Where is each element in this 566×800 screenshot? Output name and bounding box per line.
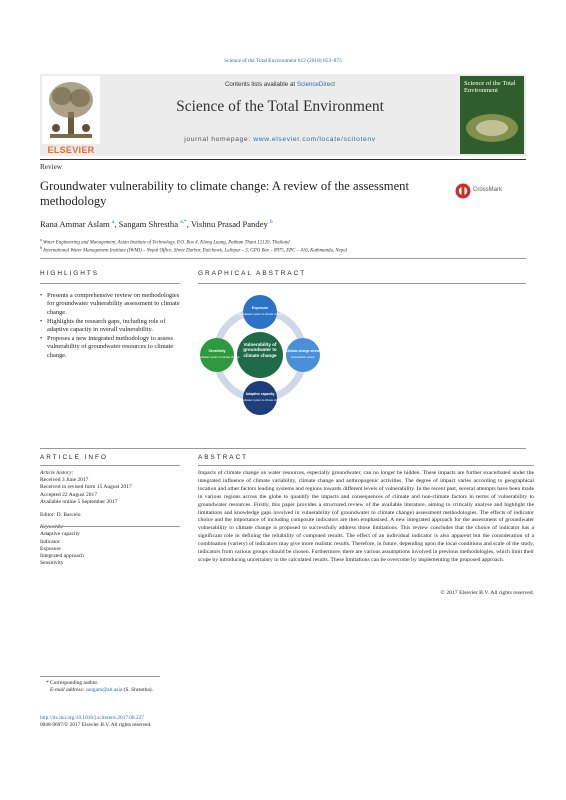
email-label: E-mail address: xyxy=(50,687,85,693)
divider xyxy=(40,258,526,259)
author-name[interactable]: Rana Ammar Aslam xyxy=(40,219,110,229)
sensitivity-text: Groundwater system to climate change xyxy=(195,356,240,359)
crossmark-badge[interactable] xyxy=(455,183,525,199)
highlights-divider xyxy=(40,283,180,284)
issn-line: 0048-9697/© 2017 Elsevier B.V. All rights reserved. xyxy=(40,722,152,728)
keyword: Integrated approach xyxy=(40,553,84,560)
abstract-copyright: © 2017 Elsevier B.V. All rights reserved. xyxy=(440,590,534,596)
history-item: Accepted 22 August 2017 xyxy=(40,491,97,498)
author-affiliation-mark[interactable]: b xyxy=(269,219,273,226)
contents-line xyxy=(100,81,460,88)
article-type: Review xyxy=(40,163,62,171)
crossmark-icon xyxy=(455,183,471,199)
highlight-item: • Proposes a new integrated methodology to assess vulnerability of groundwater resources to climate change. xyxy=(40,335,180,360)
exposure-title: Exposure xyxy=(251,306,269,310)
history-item: Available online 5 September 2017 xyxy=(40,498,118,505)
doi-block xyxy=(40,715,340,729)
climate-stress-text: Groundwater system xyxy=(291,356,315,359)
article-info xyxy=(40,470,180,567)
highlights-list xyxy=(40,292,180,361)
keywords-label: Keywords: xyxy=(40,524,64,531)
exposure-node xyxy=(243,295,277,329)
highlight-item: • Presents a comprehensive review on methodologies for groundwater vulnerability assessment to climate change. xyxy=(40,292,180,317)
affiliation-mark: b xyxy=(40,245,43,250)
journal-homepage xyxy=(100,136,460,143)
sciencedirect-link[interactable]: ScienceDirect xyxy=(296,81,336,88)
homepage-link[interactable]: www.elsevier.com/locate/scitotenv xyxy=(253,136,376,143)
climate-stress-node xyxy=(286,338,320,372)
affiliation-text: Water Engineering and Management, Asian Institute of Technology, P.O. Box 4, Klong Luang, Pathum Thani 12120, Thailand xyxy=(43,240,290,246)
author-affiliation-mark[interactable]: a xyxy=(111,219,115,226)
keyword: Adaptive capacity xyxy=(40,531,80,538)
email-link[interactable]: sangam@ait.asia xyxy=(85,687,123,693)
history-item: Received 3 June 2017 xyxy=(40,477,89,484)
contents-prefix: Contents lists available at xyxy=(224,81,296,88)
affiliation-text: International Water Management Institute (IWMI) – Nepal Office, Shree Durbar, Pulchowk, Lalitpur – 3, GPO Box – 8975, EPC – 416, Kathmandu, Nepal xyxy=(43,248,348,254)
abstract-heading: ABSTRACT xyxy=(198,454,249,461)
cover-title: Science of the Total Environment xyxy=(464,80,516,94)
article-title: Groundwater vulnerability to climate change: A review of the assessment methodology xyxy=(40,179,409,208)
graphical-abstract-figure xyxy=(195,290,325,420)
abstract-divider xyxy=(198,465,534,466)
homepage-prefix: journal homepage: xyxy=(184,136,251,143)
adaptive-capacity-text: Groundwater system to climate change xyxy=(237,399,283,402)
journal-title: Science of the Total Environment xyxy=(176,98,384,115)
highlight-item: • Highlights the research gaps, including role of adaptive capacity in overall vulnerability. xyxy=(40,318,180,335)
sensitivity-title: Sensitivity xyxy=(208,349,226,353)
abstract-text: Impacts of climate change on water resources, especially groundwater, can no longer be hidden. These impacts are further exacerbated under the integrated influence of climate variability, climate change and anthropogenic activities. The degree of impact varies according to geographical location and other factors leading systems and regions towards different levels of vulnerability. In the recent past, several attempts have been made in various regions across the globe to quantify the impacts and consequences of climate and non-climate factors in terms of vulnerability to groundwater resources. Firstly, this paper provides a structured review of the available literature, aiming to critically analyse and highlight the limitations and knowledge gaps involved in vulnerability (of groundwater to climate change) assessment methodologies. The effects of indicator choice and the importance of including composite indicators are then emphasised. A new integrated approach for the assessment of groundwater vulnerability to climate change is proposed to successfully address those limitations. This review concludes that the choice of indicator has a significant role in defining the reliability of computed results. The effect of an individual indicator is also apparent but the consideration of a combination (variety) of indicators may give more realistic results. Therefore, in future, depending upon the local conditions and scale of the study, indicators from various groups should be chosen. Furthermore, there are various assumptions involved in previous methodologies, which limit their scope by introducing uncertainty in the calculated results. These limitations can be overcome by implementing the proposed approach. xyxy=(198,470,534,563)
author-name[interactable]: Sangam Shrestha xyxy=(118,219,179,229)
climate-stress-title: Climate change stress xyxy=(286,349,320,353)
vulnerability-diagram xyxy=(195,290,325,420)
article-info-heading: ARTICLE INFO xyxy=(40,454,108,461)
footnote-divider xyxy=(40,676,160,677)
author-list: Rana Ammar Aslam $^a$, Sangam Shrestha $^{a,*}$, Vishnu Prasad Pandey $^b$ xyxy=(40,219,273,229)
vulnerability-center-text: Vulnerability of groundwater to climate change xyxy=(243,342,277,358)
editor: Editor: D. Barcelo xyxy=(40,512,81,519)
article-info-divider xyxy=(40,465,180,466)
crossmark-label: CrossMark xyxy=(473,187,503,193)
affiliation xyxy=(40,245,526,254)
exposure-text: Groundwater system to climate change xyxy=(237,313,283,316)
divider xyxy=(40,526,180,527)
keyword: Sensitivity xyxy=(40,560,64,567)
keyword: Exposure xyxy=(40,545,61,552)
elsevier-tree-logo xyxy=(42,76,100,144)
author-affiliation-mark[interactable]: a,* xyxy=(180,219,187,226)
author-name[interactable]: Vishnu Prasad Pandey xyxy=(190,219,268,229)
keyword: Indicator xyxy=(40,538,60,545)
corresponding-author: * Corresponding author. xyxy=(46,680,99,686)
affiliation-mark: a xyxy=(40,237,42,242)
footnote xyxy=(40,680,340,694)
graphical-abstract-heading: GRAPHICAL ABSTRACT xyxy=(198,270,307,277)
email-suffix: (S. Shrestha). xyxy=(123,687,153,693)
history-item: Received in revised form 15 August 2017 xyxy=(40,484,132,491)
header-divider xyxy=(40,159,526,160)
highlights-heading: HIGHLIGHTS xyxy=(40,270,100,277)
journal-reference[interactable]: Science of the Total Environment 612 (2018) 853–875 xyxy=(224,58,342,64)
history-label: Article history: xyxy=(40,470,74,476)
sensitivity-node xyxy=(200,338,234,372)
doi-link[interactable]: http://dx.doi.org/10.1016/j.scitotenv.2017.08.237 xyxy=(40,715,144,721)
publisher-name: ELSEVIER xyxy=(47,145,95,155)
tree-icon xyxy=(42,76,100,144)
adaptive-capacity-node xyxy=(243,381,277,415)
graphical-abstract-divider xyxy=(198,283,526,284)
divider xyxy=(40,448,526,449)
adaptive-capacity-title: Adaptive capacity xyxy=(245,392,275,396)
